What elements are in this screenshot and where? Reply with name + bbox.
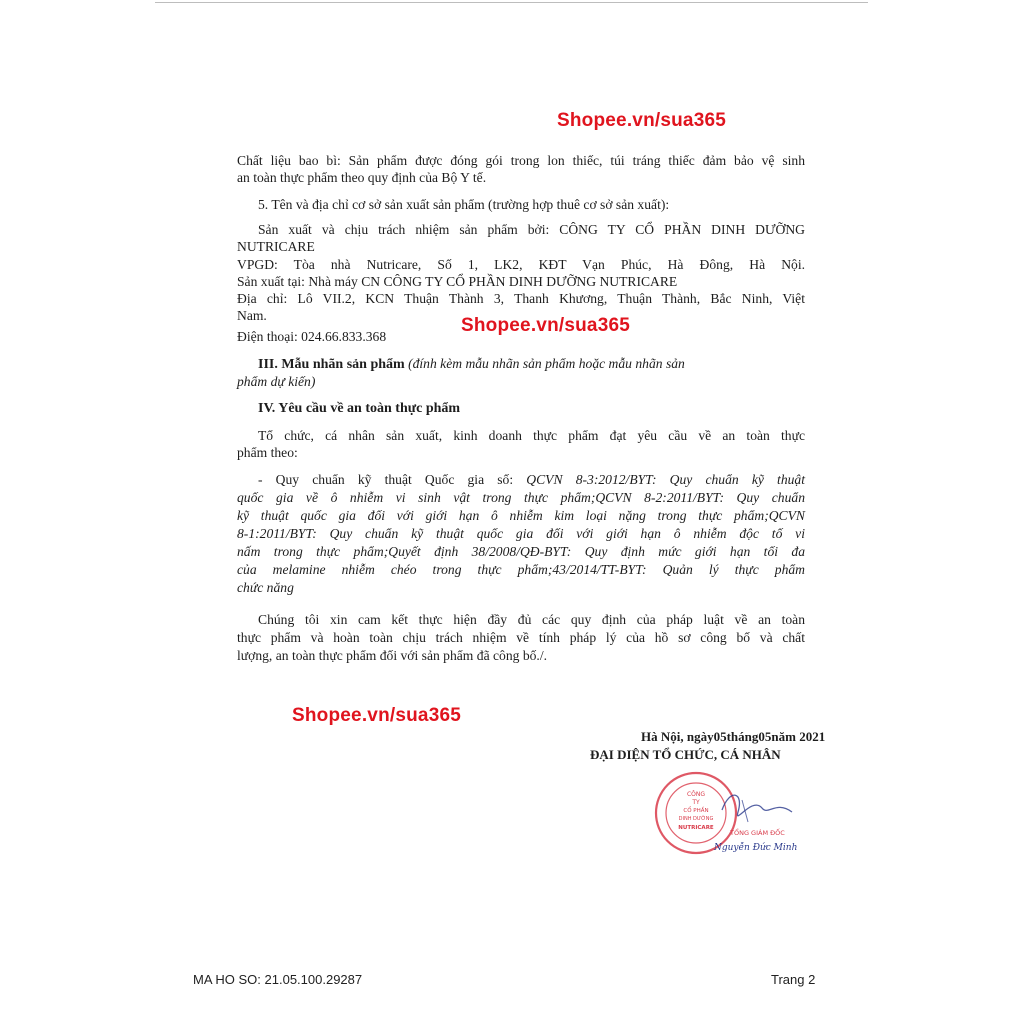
stamp-text: CỔ PHẦN — [683, 808, 709, 814]
section-heading-4: IV. Yêu cầu về an toàn thực phẩm — [258, 401, 461, 416]
text-line: quốc gia về ô nhiễm vi sinh vật trong thực phẩm;QCVN 8-2:2011/BYT: Quy chuẩn — [237, 490, 805, 505]
heading-label: III. Mẫu nhãn sản phẩm — [258, 357, 405, 372]
text-line: Địa chỉ: Lô VII.2, KCN Thuận Thành 3, Thanh Khương, Thuận Thành, Bắc Ninh, Việt — [237, 291, 805, 306]
text-line: nấm trong thực phẩm;Quyết định 38/2008/QĐ-BYT: Quy định mức giới hạn tối đa — [237, 544, 805, 559]
text-line: Tổ chức, cá nhân sản xuất, kinh doanh thực phẩm đạt yêu cầu về an toàn thực — [258, 428, 805, 443]
stamp-text: DINH DƯỠNG — [678, 816, 714, 822]
text-line: Điện thoại: 024.66.833.368 — [237, 329, 387, 344]
document-code: MA HO SO: 21.05.100.29287 — [193, 972, 363, 987]
stamp-title: TỔNG GIÁM ĐỐC — [730, 829, 785, 837]
text-line: Nam. — [237, 308, 267, 323]
text-line: Chất liệu bao bì: Sản phẩm được đóng gói trong lon thiếc, túi tráng thiếc đảm bảo vệ sinh — [237, 153, 805, 168]
watermark-middle: Shopee.vn/sua365 — [461, 315, 630, 336]
text-line: an toàn thực phẩm theo quy định của Bộ Y tế. — [237, 170, 487, 185]
date-line: Hà Nội, ngày05tháng05năm 2021 — [641, 729, 826, 744]
text-line: phẩm dự kiến) — [237, 374, 316, 389]
stamp-text: NUTRICARE — [678, 825, 714, 831]
text-line: thực phẩm và hoàn toàn chịu trách nhiệm về tính pháp lý của hồ sơ công bố và chất — [237, 630, 805, 645]
text-line: 5. Tên và địa chỉ cơ sở sản xuất sản phẩm (trường hợp thuê cơ sở sản xuất): — [258, 197, 670, 212]
representative-title: ĐẠI DIỆN TỔ CHỨC, CÁ NHÂN — [590, 747, 781, 762]
stamp-seal-icon — [652, 770, 812, 856]
text-line: VPGD: Tòa nhà Nutricare, Số 1, LK2, KĐT Vạn Phúc, Hà Đông, Hà Nội. — [237, 257, 805, 272]
text-line: kỹ thuật quốc gia đối với giới hạn ô nhiễm kim loại nặng trong thực phẩm;QCVN — [237, 508, 805, 523]
stamp-text: TY — [692, 799, 700, 806]
text-line: phẩm theo: — [237, 445, 298, 460]
text-line: Sản xuất tại: Nhà máy CN CÔNG TY CỔ PHẦN DINH DƯỠNG NUTRICARE — [237, 274, 678, 289]
text-line: NUTRICARE — [237, 239, 315, 254]
watermark-top: Shopee.vn/sua365 — [557, 110, 726, 131]
text-line: chức năng — [237, 580, 294, 595]
company-stamp-signature — [652, 770, 812, 856]
signer-name: Nguyễn Đức Minh — [714, 843, 798, 853]
regulation-line — [258, 471, 805, 488]
page-top-border — [155, 2, 868, 3]
watermark-bottom: Shopee.vn/sua365 — [292, 705, 461, 726]
regulation-code: QCVN 8-3:2012/BYT: Quy chuẩn kỹ thuật — [526, 472, 805, 487]
stamp-text: CÔNG — [686, 791, 706, 798]
regulation-prefix: - Quy chuẩn kỹ thuật Quốc gia số: — [258, 472, 527, 487]
text-line: lượng, an toàn thực phẩm đối với sản phẩm đã công bố./. — [237, 648, 547, 663]
heading-note: (đính kèm mẫu nhãn sản phẩm hoặc mẫu nhãn sản — [404, 356, 685, 371]
text-line: Sản xuất và chịu trách nhiệm sản phẩm bởi: CÔNG TY CỔ PHẦN DINH DƯỠNG — [258, 222, 805, 237]
text-line: 8-1:2011/BYT: Quy chuẩn kỹ thuật quốc gia đối với giới hạn ô nhiễm độc tố vi — [237, 526, 805, 541]
text-line: Chúng tôi xin cam kết thực hiện đầy đủ các quy định của pháp luật về an toàn — [258, 612, 805, 627]
section-heading-3 — [258, 355, 805, 373]
page-number: Trang 2 — [771, 972, 816, 987]
text-line: của melamine nhiễm chéo trong thực phẩm;43/2014/TT-BYT: Quản lý thực phẩm — [237, 562, 805, 577]
